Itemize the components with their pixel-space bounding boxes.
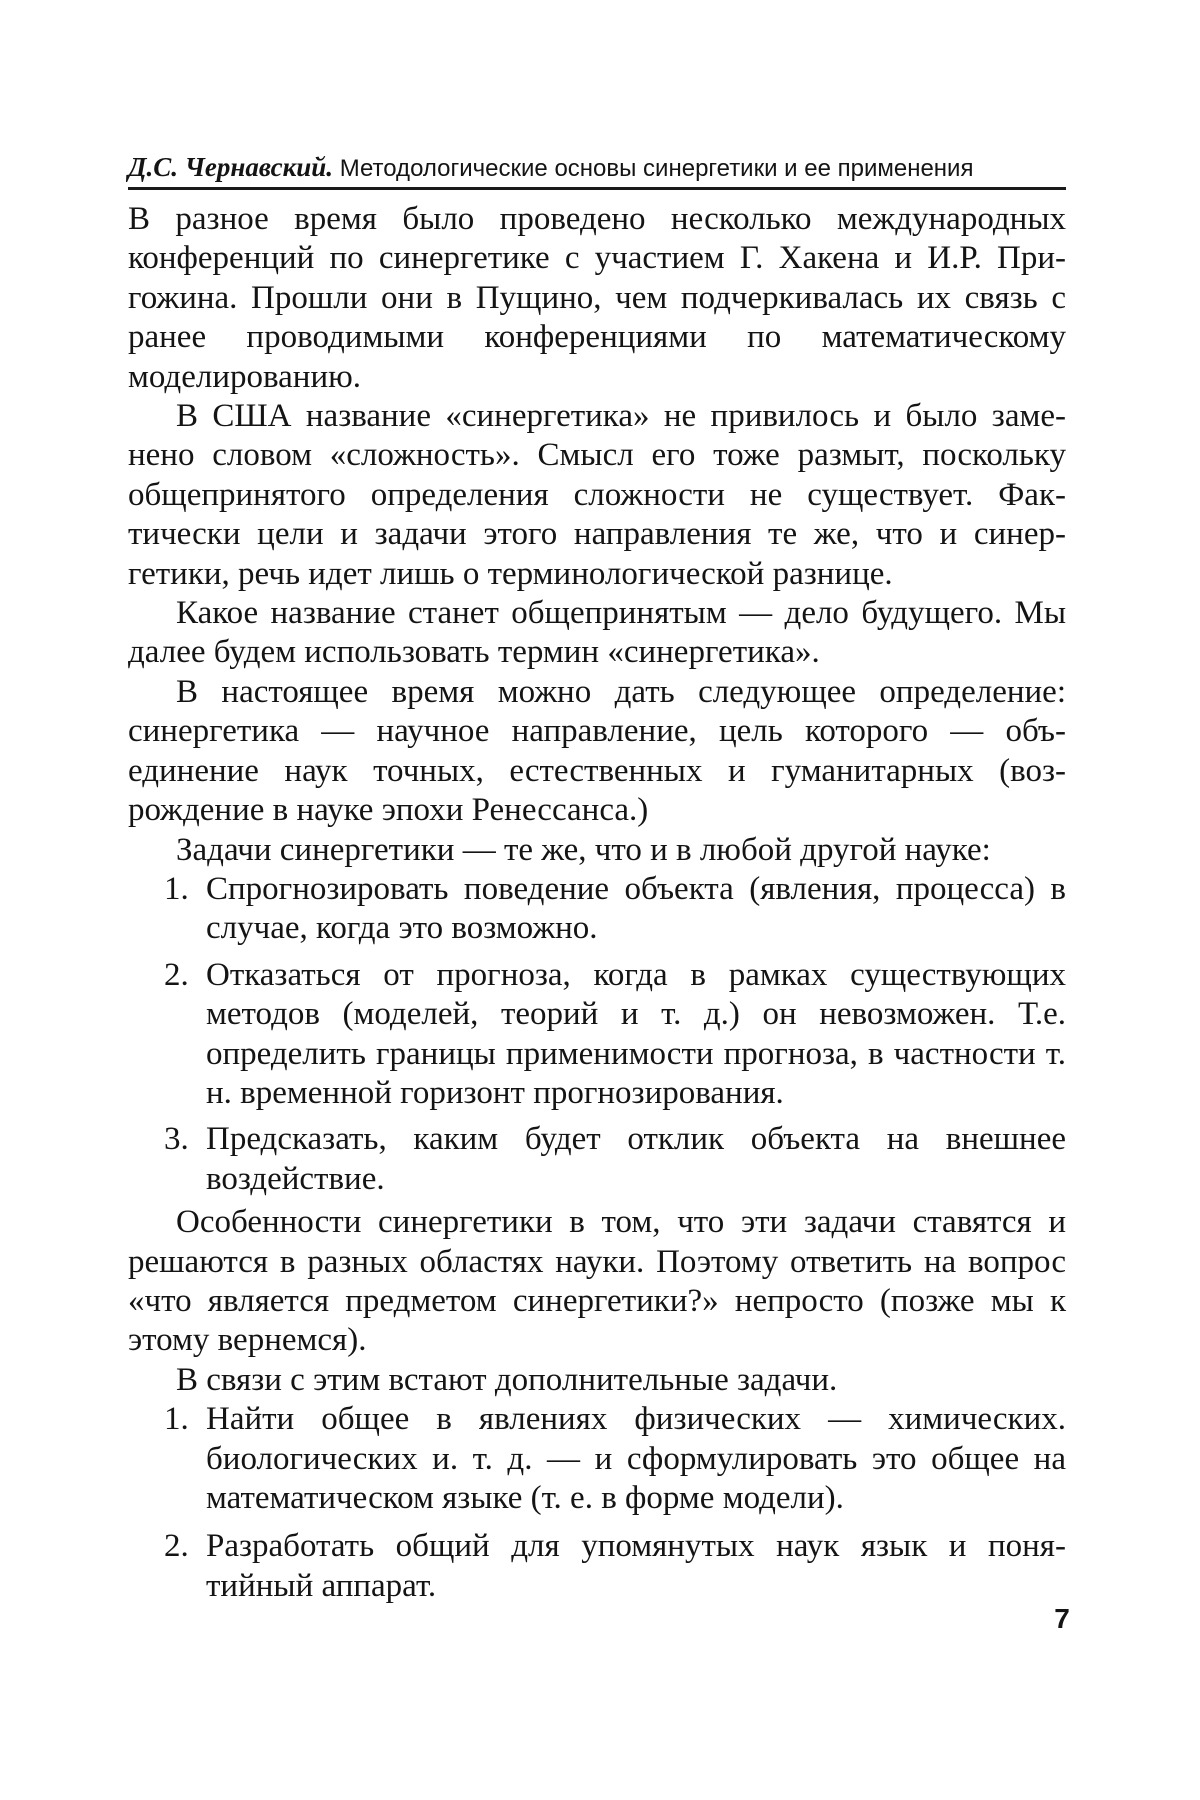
paragraph: В США название «синергетика» не привилось и было заменено словом «сложность». Смысл его тоже размыт, поскольку общепринятого определения сложности не существует. Фактически цели и задачи этого направления те же, что и синергетики, речь идет лишь о терминологической разнице. bbox=[128, 398, 1066, 592]
list-item-number: 1. bbox=[164, 870, 189, 907]
page-number: 7 bbox=[1054, 1603, 1070, 1634]
list-item-text: Спрогнозировать поведение объекта (явления, процесса) в случае, когда это возможно. bbox=[206, 870, 1066, 947]
running-head bbox=[128, 150, 1066, 190]
list-item-text: Найти общее в явлениях физических — химических. биологических и. т. д. — и сформулировать это общее на математическом языке (т. е. в форме модели). bbox=[206, 1401, 1066, 1516]
list-item-number: 3. bbox=[164, 1121, 189, 1158]
tasks-list bbox=[128, 870, 1066, 1199]
paragraph: Особенности синергетики в том, что эти задачи ставятся и решаются в разных областях науки. Поэтому ответить на вопрос «что является предметом синергетики?» непросто (позже мы к этому вернемся). bbox=[128, 1204, 1066, 1359]
paragraph: В разное время было проведено несколько международных конференций по синергетике с участием Г. Хакена и И.Р. Пригожина. Прошли они в Пущино, чем подчеркивалась их связь с ранее проводимыми конференциями по математическому моделированию. bbox=[128, 201, 1066, 395]
list-item bbox=[128, 870, 1066, 949]
running-head-title: Методологические основы синергетики и ее применения bbox=[339, 155, 974, 182]
list-item bbox=[128, 1400, 1066, 1518]
list-item bbox=[128, 1120, 1066, 1199]
list-item-number: 2. bbox=[164, 956, 189, 993]
list-item-text: Предсказать, каким будет отклик объекта на внешнее воздействие. bbox=[206, 1121, 1066, 1197]
book-page bbox=[128, 150, 1066, 1606]
paragraph: В связи с этим встают дополнительные задачи. bbox=[176, 1361, 838, 1398]
list-item bbox=[128, 956, 1066, 1114]
list-item-number: 2. bbox=[164, 1528, 189, 1565]
paragraph: Задачи синергетики — те же, что и в любой другой науке: bbox=[176, 831, 991, 868]
list-item-text: Отказаться от прогноза, когда в рамках существующих методов (моделей, теорий и т. д.) он невозможен. Т.е. определить границы применимости прогноза, в частности т. н. временной горизонт прогнозирования. bbox=[206, 956, 1066, 1111]
paragraph: Какое название станет общепринятым — дело будущего. Мы далее будем использовать термин «синергетика». bbox=[128, 595, 1066, 671]
list-item bbox=[128, 1527, 1066, 1606]
additional-tasks-list bbox=[128, 1400, 1066, 1606]
list-item-number: 1. bbox=[164, 1401, 189, 1438]
list-item-text: Разработать общий для упомянутых наук язык и понятийный аппарат. bbox=[206, 1528, 1066, 1604]
running-head-author: Д.С. Чернавский. bbox=[128, 152, 334, 182]
body-text bbox=[128, 200, 1066, 1606]
paragraph: В настоящее время можно дать следующее определение: синергетика — научное направление, цель которого — объединение наук точных, естественных и гуманитарных (возрождение в науке эпохи Ренессанса.) bbox=[128, 673, 1066, 829]
